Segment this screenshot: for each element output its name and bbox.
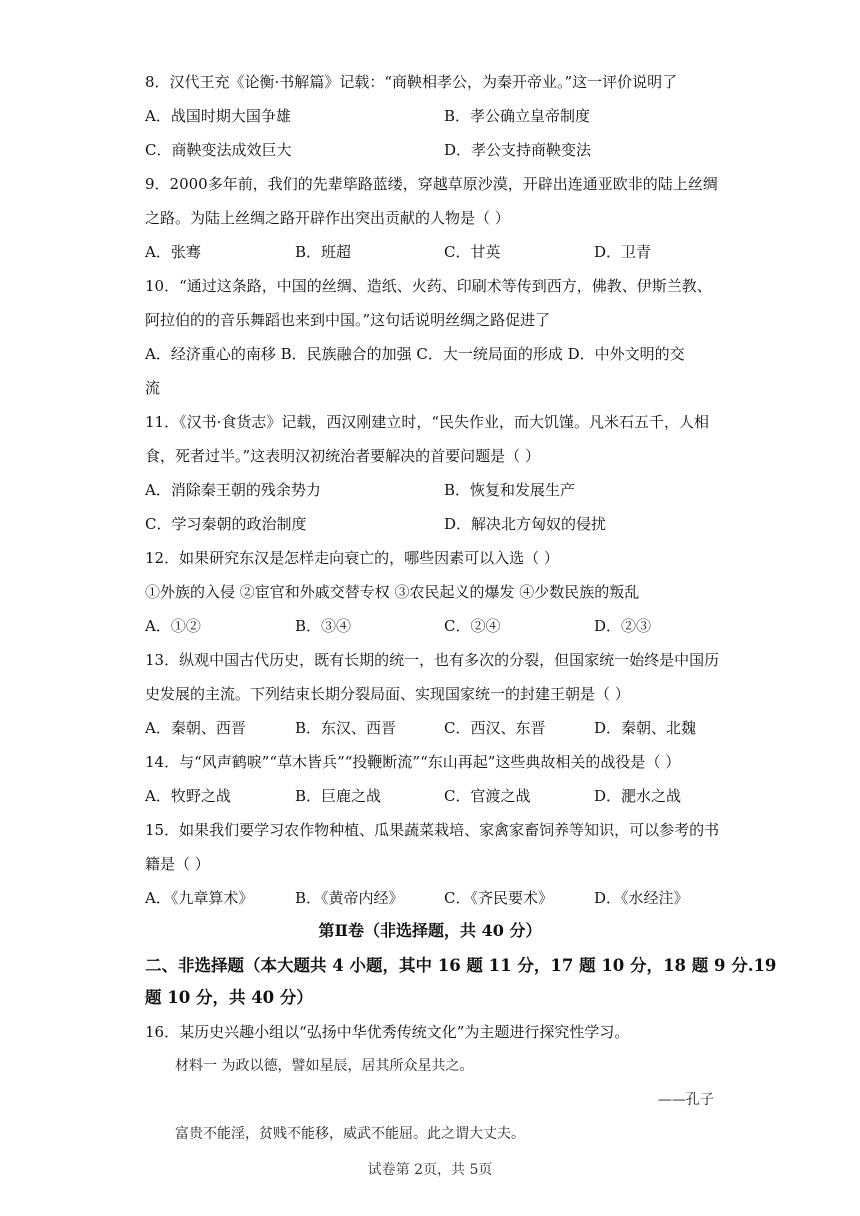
q9-option-a: A．张骞: [145, 243, 201, 261]
q8-option-c: C．商鞅变法成效巨大: [145, 141, 292, 159]
q8-option-a: A．战国时期大国争雄: [145, 107, 291, 125]
q9-option-c: C．甘英: [444, 243, 501, 261]
q14-option-c: C．官渡之战: [444, 787, 531, 805]
q12-option-d: D．②③: [594, 617, 652, 635]
q11-option-c: C．学习秦朝的政治制度: [145, 515, 307, 533]
q13-stem-line1: 13．纵观中国古代历史，既有长期的统一，也有多次的分裂，但国家统一始终是中国历: [145, 651, 720, 669]
q14-option-d: D．淝水之战: [594, 787, 682, 805]
q13-option-b: B．东汉、西晋: [295, 719, 397, 737]
q11-stem-line1: 11．《汉书·食货志》记载，西汉刚建立时，“民失作业，而大饥馑。凡米石五千，人相: [145, 413, 710, 431]
q9-stem-line2: 之路。为陆上丝绸之路开辟作出突出贡献的人物是（ ）: [145, 209, 510, 227]
q10-stem-line1: 10．“通过这条路，中国的丝绸、造纸、火药、印刷术等传到西方，佛教、伊斯兰教、: [145, 277, 712, 295]
q14-stem: 14．与“风声鹤唳”“草木皆兵”“投鞭断流”“东山再起”这些典故相关的战役是（ ）: [145, 753, 681, 771]
q15-option-d: D．《水经注》: [594, 889, 689, 907]
q9-option-d: D．卫青: [594, 243, 652, 261]
q15-option-a: A．《九章算术》: [145, 889, 254, 907]
q13-stem-line2: 史发展的主流。下列结束长期分裂局面、实现国家统一的封建王朝是（ ）: [145, 685, 630, 703]
q11-option-a: A．消除秦王朝的残余势力: [145, 481, 321, 499]
q15-option-c: C．《齐民要术》: [444, 889, 553, 907]
q11-stem-line2: 食，死者过半。”这表明汉初统治者要解决的首要问题是（ ）: [145, 447, 540, 465]
q14-option-b: B．巨鹿之战: [295, 787, 382, 805]
section-title: 第Ⅱ卷（非选择题，共 40 分）: [318, 921, 542, 940]
section-heading-line2: 题 10 分，共 40 分）: [145, 988, 313, 1007]
q15-option-b: B．《黄帝内经》: [295, 889, 404, 907]
q11-option-d: D．解决北方匈奴的侵扰: [444, 515, 607, 533]
page-footer: 试卷第 2页，共 5页: [367, 1162, 493, 1178]
q10-options: A．经济重心的南移 B．民族融合的加强 C．大一统局面的形成 D．中外文明的交: [145, 345, 685, 363]
q16-stem: 16．某历史兴趣小组以“弘扬中华优秀传统文化”为主题进行探究性学习。: [145, 1023, 630, 1041]
material-two: 富贵不能淫，贫贱不能移，威武不能屈。此之谓大丈夫。: [175, 1126, 525, 1142]
q12-option-b: B．③④: [295, 617, 352, 635]
q8-option-b: B．孝公确立皇帝制度: [444, 107, 591, 125]
q12-option-c: C．②④: [444, 617, 501, 635]
q11-option-b: B．恢复和发展生产: [444, 481, 576, 499]
q12-items: ①外族的入侵 ②宦官和外戚交替专权 ③农民起义的爆发 ④少数民族的叛乱: [145, 583, 640, 601]
q13-option-d: D．秦朝、北魏: [594, 719, 697, 737]
q8-option-d: D．孝公支持商鞅变法: [444, 141, 592, 159]
q14-option-a: A．牧野之战: [145, 787, 231, 805]
material-one: 材料一 为政以德，譬如星辰，居其所众星共之。: [175, 1058, 474, 1074]
q9-option-b: B．班超: [295, 243, 352, 261]
quote-attribution: ——孔子: [658, 1092, 714, 1108]
q9-stem-line1: 9．2000多年前，我们的先辈筚路蓝缕，穿越草原沙漠，开辟出连通亚欧非的陆上丝绸: [145, 175, 718, 193]
section-heading-line1: 二、非选择题（本大题共 4 小题，其中 16 题 11 分，17 题 10 分，18 题 9 分.19: [145, 956, 777, 975]
q10-options-continued: 流: [145, 379, 161, 397]
q15-stem-line1: 15．如果我们要学习农作物种植、瓜果蔬菜栽培、家禽家畜饲养等知识，可以参考的书: [145, 821, 720, 839]
q15-stem-line2: 籍是（ ）: [145, 855, 210, 873]
q10-stem-line2: 阿拉伯的的音乐舞蹈也来到中国。”这句话说明丝绸之路促进了: [145, 311, 551, 329]
q12-stem: 12．如果研究东汉是怎样走向衰亡的，哪些因素可以入选（ ）: [145, 549, 559, 567]
q13-option-a: A．秦朝、西晋: [145, 719, 246, 737]
q13-option-c: C．西汉、东晋: [444, 719, 546, 737]
q8-stem: 8．汉代王充《论衡·书解篇》记载：“商鞅相孝公，为秦开帝业。”这一评价说明了: [145, 73, 678, 91]
q12-option-a: A．①②: [145, 617, 201, 635]
